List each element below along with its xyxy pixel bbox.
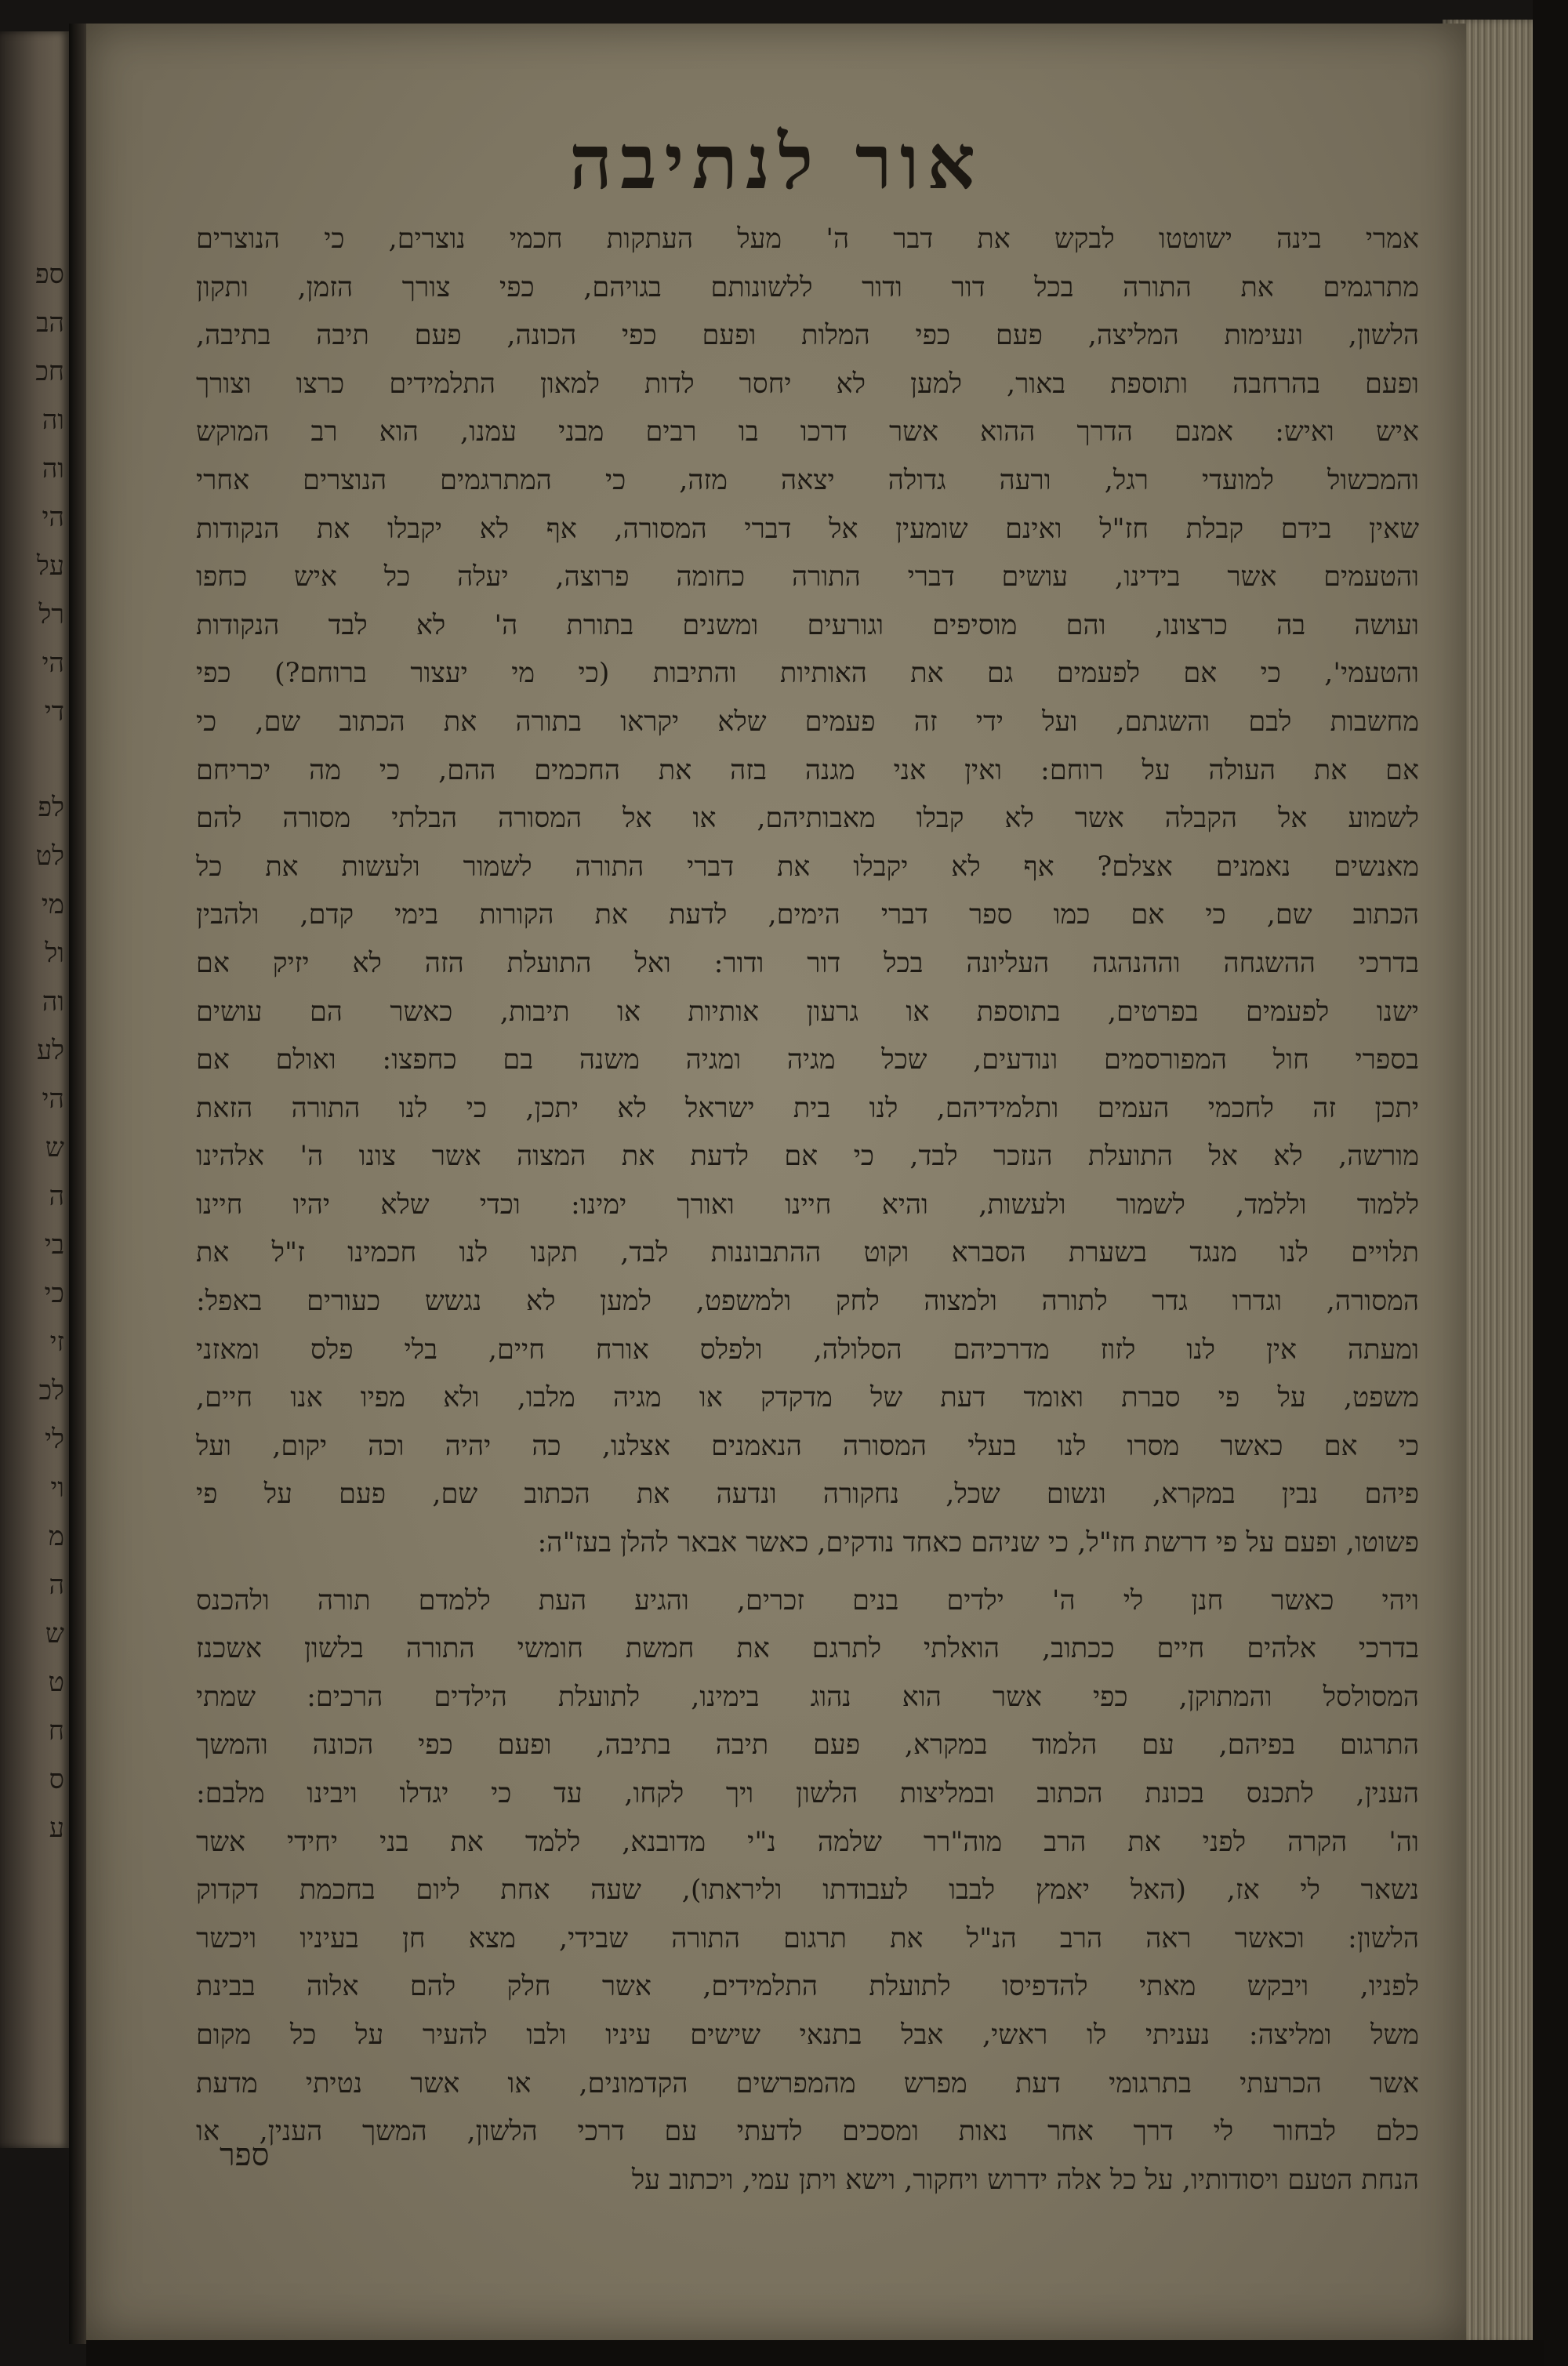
text-line: ויהי כאשר חנן לי ה' ילדים בנים זכרים, והגיע העת ללמדם תורה ולהכנס — [196, 1584, 1419, 1617]
facing-page-fragment: רל — [38, 599, 64, 630]
facing-page-edge — [0, 31, 69, 2148]
text-line: ומעתה אין לנו לזוז מדרכיהם הסלולה, ולפלס אורח חיים, בלי פלס ומאזני — [196, 1334, 1419, 1366]
text-line: מתרגמים את התורה בכל דור ודור ללשונותם בגויהם, כפי צורך הזמן, ותקון — [196, 271, 1419, 303]
facing-page-fragment: לפ — [38, 792, 64, 823]
text-line: מורשה, לא אל התועלת הנזכר לבד, כי אם לדעת את המצוה אשר צונו ה' אלהינו — [196, 1141, 1419, 1173]
facing-page-fragment: ה — [49, 1569, 64, 1601]
facing-page-fragment: לכ — [38, 1375, 64, 1406]
text-line: בספרי חול המפורסמים ונודעים, שכל מגיה ומגיה משנה בם כחפצו: ואולם אם — [196, 1044, 1419, 1076]
facing-page-fragment: ט — [48, 1667, 64, 1698]
text-line: פשוטו, ופעם על פי דרשת חז"ל, כי שניהם כאחד נודקים, כאשר אבאר להלן בעז"ה: — [537, 1527, 1419, 1559]
facing-page-fragment: ע — [49, 1813, 64, 1844]
paragraph-1 — [196, 216, 1419, 1568]
facing-page-fragment: וה — [42, 405, 64, 436]
text-line: ישנו לפעמים בפרטים, בתוספת או גרעון אותיות או תיבות, כאשר הם עושים — [196, 996, 1419, 1028]
text-line: ועושה בה כרצונו, והם מוסיפים וגורעים ומשנים בתורת ה' לא לבד הנקודות — [196, 609, 1419, 641]
text-line: יתכן זה לחכמי העמים ותלמידיהם, לנו בית ישראל לא יתכן, כי לנו התורה הזאת — [196, 1092, 1419, 1124]
facing-page-fragment: ש — [45, 1132, 64, 1163]
facing-page-fragment: בי — [44, 1229, 64, 1261]
text-line: וה' הקרה לפני את הרב מוה"רר שלמה נ"י מדובנא, ללמד את בני יחידי אשר — [196, 1826, 1419, 1858]
text-line: שאין בידם קבלת חז"ל ואינם שומעין אל דברי המסורה, אף לא יקבלו את הנקודות — [196, 513, 1419, 545]
text-line: הנחת הטעם ויסודותיו, על כל אלה ידרוש ויחקור, וישא ויתן עמי, ויכתוב על — [631, 2164, 1419, 2196]
text-line: הענין, לתכנס בכונת הכתוב ובמליצות הלשון ויך לקחו, עד כי יגדלו ויבינו מלבם: — [196, 1778, 1419, 1809]
facing-page-fragment: ח — [48, 1715, 64, 1747]
text-line: והטעמים אשר בידינו, עושים דברי התורה כחומה פרוצה, יעלה כל איש כחפו — [196, 561, 1419, 593]
facing-page-fragment: וה — [42, 453, 64, 484]
text-line: מאנשים נאמנים אצלם? אף לא יקבלו את דברי התורה לשמור ולעשות את כל — [196, 851, 1419, 883]
text-line: המסולסל והמתוקן, כפי אשר הוא נהוג בימינו, לתועלת הילדים הרכים: שמתי — [196, 1681, 1419, 1713]
facing-page-fragment: על — [36, 550, 64, 582]
text-line: בדרכי אלהים חיים ככתוב, הואלתי לתרגם את חמשת חומשי התורה בלשון אשכנז — [196, 1633, 1419, 1665]
facing-page-fragment: כי — [44, 1278, 64, 1309]
paragraph-gap — [196, 1568, 1419, 1577]
facing-page-fragment: הי — [42, 1083, 64, 1115]
facing-page-fragment: וי — [50, 1472, 64, 1504]
text-line: אם את העולה על רוחם: ואין אני מגנה בזה את החכמים ההם, כי מה יכריחם — [196, 754, 1419, 786]
text-line: איש ואיש: אמנם הדרך ההוא אשר דרכו בו רבים מבני עמנו, הוא רב המוקש — [196, 416, 1419, 448]
facing-page-fragment: מ — [48, 1521, 64, 1552]
facing-page-fragment: לט — [35, 840, 64, 872]
text-line: הכתוב שם, כי אם כמו ספר דברי הימים, לדעת את הקורות בימי קדם, ולהבין — [196, 899, 1419, 931]
facing-page-fragment: ס — [49, 1764, 64, 1795]
facing-page-fragment: ספ — [34, 259, 64, 290]
facing-page-fragment: ול — [45, 938, 64, 969]
running-head: אור לנתיבה — [568, 118, 984, 206]
text-line: הלשון: וכאשר ראה הרב הנ"ל את תרגום התורה שבידי, מצא חן בעיניו ויכשר — [196, 1922, 1419, 1954]
text-line: ופעם בהרחבה ותוספת באור, למען לא יחסר לדות למאון התלמידים כרצו וצורך — [196, 368, 1419, 400]
text-line: התרגום בפיהם, עם הלמוד במקרא, פעם תיבה בתיבה, ופעם כפי הכונה והמשך — [196, 1729, 1419, 1762]
book-page — [86, 24, 1466, 2340]
text-line: אמרי בינה ישוטטו לבקש את דבר ה' מעל העתקות חכמי נוצרים, כי הנוצרים — [196, 223, 1419, 255]
text-line: אשר הכרעתי בתרגומי דעת מפרש מהמפרשים הקדמונים, או אשר נטיתי מדעת — [196, 2067, 1419, 2099]
text-line: לפניו, ויבקש מאתי להדפיסו לתועלת התלמידים, אשר חלק להם אלוה בבינת — [196, 1971, 1419, 2003]
catchword: ספר — [220, 2137, 270, 2173]
facing-page-fragment: די — [44, 696, 64, 728]
body-text — [196, 216, 1419, 2205]
text-line: כי אם כאשר מסרו לנו בעלי המסורה הנאמנים אצלנו, כה יהיה וכה יקום, ועל — [196, 1430, 1419, 1462]
text-line: כלם לבחור לי דרך אחר נאות ומסכים לדעתי עם דרכי הלשון, המשך הענין, או — [196, 2116, 1419, 2148]
facing-page-fragment: לי — [45, 1424, 64, 1455]
text-line: לשמוע אל הקבלה אשר לא קבלו מאבותיהם, או אל המסורה הבלתי מסורה להם — [196, 803, 1419, 835]
text-line: מחשבות לבם והשגתם, ועל ידי זה פעמים שלא יקראו בתורה את הכתוב שם, כי — [196, 706, 1419, 738]
paragraph-2 — [196, 1577, 1419, 2205]
facing-page-fragment: הי — [42, 648, 64, 679]
facing-page-fragment: ה — [49, 1181, 64, 1212]
facing-page-fragment: וה — [42, 986, 64, 1018]
text-line: משפט, על פי סברת ואומד דעת של מדקדק או מגיה מלבו, ולא מפיו אנו חיים, — [196, 1382, 1419, 1414]
facing-page-fragment: מי — [41, 889, 64, 920]
facing-page-fragment: לע — [36, 1035, 64, 1066]
text-line: הלשון, ונעימות המליצה, פעם כפי המלות ופעם כפי הכונה, פעם תיבה בתיבה, — [196, 320, 1419, 352]
facing-page-fragment: חכ — [35, 356, 64, 387]
facing-page-fragment: זי — [49, 1326, 64, 1358]
text-line: פיהם נבין במקרא, ונשום שכל, נחקורה ונדעה את הכתוב שם, פעם על פי — [196, 1479, 1419, 1511]
facing-page-fragment: הי — [42, 502, 64, 533]
text-line: בדרכי ההשגחה וההנהגה העליונה בכל דור ודור: ואל התועלת הזה לא יזיק אם — [196, 947, 1419, 979]
text-line: תלויים לנו מנגד בשערת הסברא וקוט ההתבוננות לבד, תקנו לנו חכמינו ז"ל את — [196, 1237, 1419, 1269]
text-line: ללמוד וללמד, לשמור ולעשות, והיא חיינו ואורך ימינו: וכדי שלא יהיו חיינו — [196, 1188, 1419, 1221]
text-line: והמכשול למועדי רגל, ורעה גדולה יצאה מזה, כי המתרגמים הנוצרים אחרי — [196, 464, 1419, 496]
facing-page-fragment: הב — [36, 307, 64, 339]
facing-page-fragment: ש — [45, 1618, 64, 1649]
text-line: נשאר לי אז, (האל יאמץ לבבו לעבודתו וליראתו), שעה אחת ליום בחכמת דקדוק — [196, 1874, 1419, 1907]
background-edge — [1533, 0, 1568, 2366]
text-line: משל ומליצה: נעניתי לו ראשי, אבל בתנאי שישים עיניו ולבו להעיר על כל מקום — [196, 2019, 1419, 2051]
text-line: המסורה, וגדרו גדר לתורה ולמצוה לחק ולמשפט, למען לא נגשש כעורים באפל: — [196, 1286, 1419, 1318]
text-line: והטעמי', כי אם לפעמים גם את האותיות והתיבות (כי מי יעצור ברוחם?) כפי — [196, 658, 1419, 690]
bottom-edge — [86, 2340, 1544, 2366]
